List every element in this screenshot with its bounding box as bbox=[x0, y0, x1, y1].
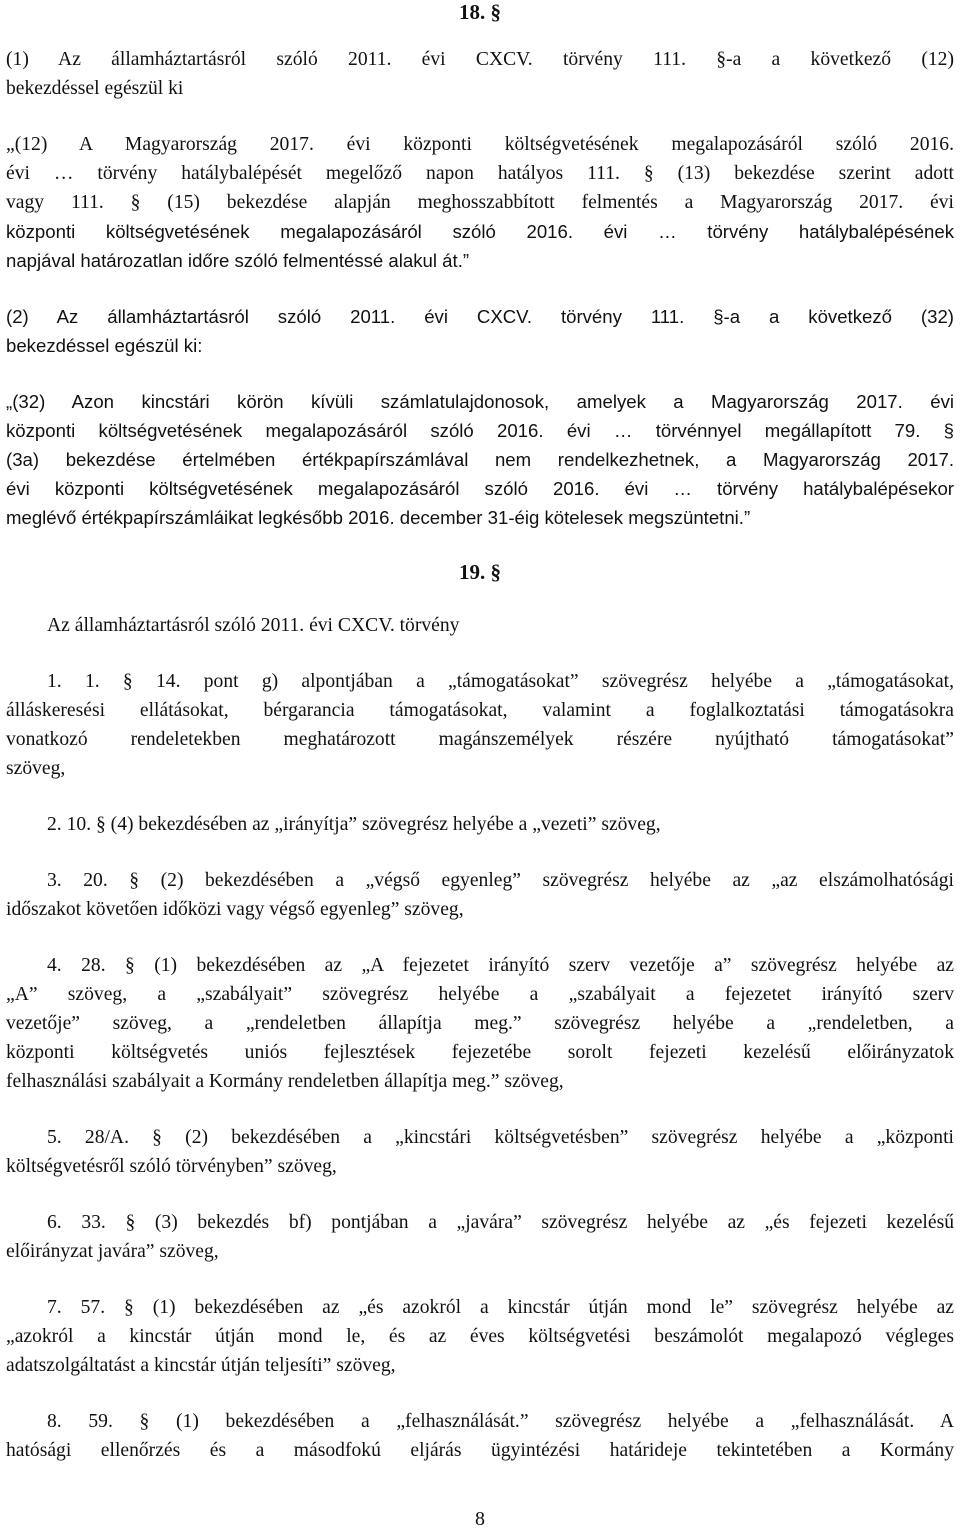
item-5-line-2: költségvetésről szóló törvényben” szöveg, bbox=[6, 1156, 337, 1177]
item-4-line-5: felhasználási szabályait a Kormány rendeletben állapítja meg.” szöveg, bbox=[6, 1071, 564, 1092]
item-4-line-4: központi költségvetés uniós fejlesztések fejezetébe sorolt fejezeti kezelésű előirányzatok bbox=[6, 1042, 954, 1063]
section-19-heading: 19. § bbox=[459, 560, 501, 584]
item-3-line-1: 3. 20. § (2) bekezdésében a „végső egyenleg” szövegrész helyébe az „az elszámolhatósági bbox=[47, 870, 954, 891]
paragraph-18-2-line-1: (2) Az államháztartásról szóló 2011. évi CXCV. törvény 111. §-a a következő (32) bbox=[6, 306, 954, 327]
paragraph-18-2-line-2: bekezdéssel egészül ki: bbox=[6, 335, 203, 356]
quote-32-line-5: meglévő értékpapírszámláikat legkésőbb 2016. december 31-éig kötelesek megszüntetni.” bbox=[6, 507, 751, 528]
item-5-line-1: 5. 28/A. § (2) bekezdésében a „kincstári költségvetésben” szövegrész helyébe a „központi bbox=[47, 1127, 954, 1148]
item-8-line-1: 8. 59. § (1) bekezdésében a „felhasználását.” szövegrész helyébe a „felhasználását. A bbox=[47, 1411, 954, 1432]
quote-32-line-3: (3a) bekezdése értelmében értékpapírszámlával nem rendelkezhetnek, a Magyarország 2017. bbox=[6, 449, 954, 470]
item-1-line-1: 1. 1. § 14. pont g) alpontjában a „támogatásokat” szövegrész helyébe a „támogatásokat, bbox=[47, 671, 954, 692]
item-7-line-1: 7. 57. § (1) bekezdésében az „és azokról a kincstár útján mond le” szövegrész helyébe az bbox=[47, 1297, 954, 1318]
item-3-line-2: időszakot követően időközi vagy végső egyenleg” szöveg, bbox=[6, 899, 464, 920]
quote-32-line-4: évi központi költségvetésének megalapozásáról szóló 2016. évi … törvény hatálybalépésekor bbox=[6, 478, 954, 499]
paragraph-18-1-line-2: bekezdéssel egészül ki bbox=[6, 78, 184, 99]
quote-32-line-1: „(32) Azon kincstári körön kívüli számlatulajdonosok, amelyek a Magyarország 2017. évi bbox=[6, 391, 954, 412]
quote-12-line-2: évi … törvény hatálybalépését megelőző napon hatályos 111. § (13) bekezdése szerint adott bbox=[6, 163, 954, 184]
item-2-line-1: 2. 10. § (4) bekezdésében az „irányítja” szövegrész helyébe a „vezeti” szöveg, bbox=[47, 814, 661, 835]
item-7-line-2: „azokról a kincstár útján mond le, és az éves költségvetési beszámolót megalapozó végleges bbox=[6, 1326, 954, 1347]
item-4-line-3: vezetője” szöveg, a „rendeletben állapítja meg.” szövegrész helyébe a „rendeletben, a bbox=[6, 1013, 954, 1034]
quote-12-line-3: vagy 111. § (15) bekezdése alapján meghosszabbított felmentés a Magyarország 2017. évi bbox=[6, 192, 954, 213]
item-6-line-1: 6. 33. § (3) bekezdés bf) pontjában a „javára” szövegrész helyébe az „és fejezeti kezelésű bbox=[47, 1212, 954, 1233]
item-1-line-2: álláskeresési ellátásokat, bérgarancia támogatásokat, valamint a foglalkoztatási támogatásokra bbox=[6, 700, 954, 721]
item-1-line-4: szöveg, bbox=[6, 758, 66, 779]
item-8-line-2: hatósági ellenőrzés és a másodfokú eljárás ügyintézési határideje tekintetében a Kormány bbox=[6, 1440, 954, 1461]
item-7-line-3: adatszolgáltatást a kincstár útján teljesíti” szöveg, bbox=[6, 1355, 396, 1376]
quote-12-line-1: „(12) A Magyarország 2017. évi központi költségvetésének megalapozásáról szóló 2016. bbox=[6, 134, 954, 155]
page-number: 8 bbox=[475, 1508, 485, 1530]
item-1-line-3: vonatkozó rendeletekben meghatározott magánszemélyek részére nyújtható támogatásokat” bbox=[6, 729, 954, 750]
quote-12-line-4: központi költségvetésének megalapozásáról szóló 2016. évi … törvény hatálybalépésének bbox=[6, 221, 954, 242]
item-4-line-1: 4. 28. § (1) bekezdésében az „A fejezetet irányító szerv vezetője a” szövegrész helyébe az bbox=[47, 955, 954, 976]
section-19-subtitle: Az államháztartásról szóló 2011. évi CXCV. törvény bbox=[47, 615, 460, 636]
section-18-heading: 18. § bbox=[459, 0, 501, 24]
item-4-line-2: „A” szöveg, a „szabályait” szövegrész helyébe a „szabályait a fejezetet irányító szerv bbox=[6, 984, 954, 1005]
item-6-line-2: előirányzat javára” szöveg, bbox=[6, 1241, 219, 1262]
quote-32-line-2: központi költségvetésének megalapozásáról szóló 2016. évi … törvénnyel megállapított 79. § bbox=[6, 420, 954, 441]
paragraph-18-1-line-1: (1) Az államháztartásról szóló 2011. évi CXCV. törvény 111. §-a a következő (12) bbox=[6, 49, 954, 70]
quote-12-line-5: napjával határozatlan időre szóló felmentéssé alakul át.” bbox=[6, 250, 470, 271]
